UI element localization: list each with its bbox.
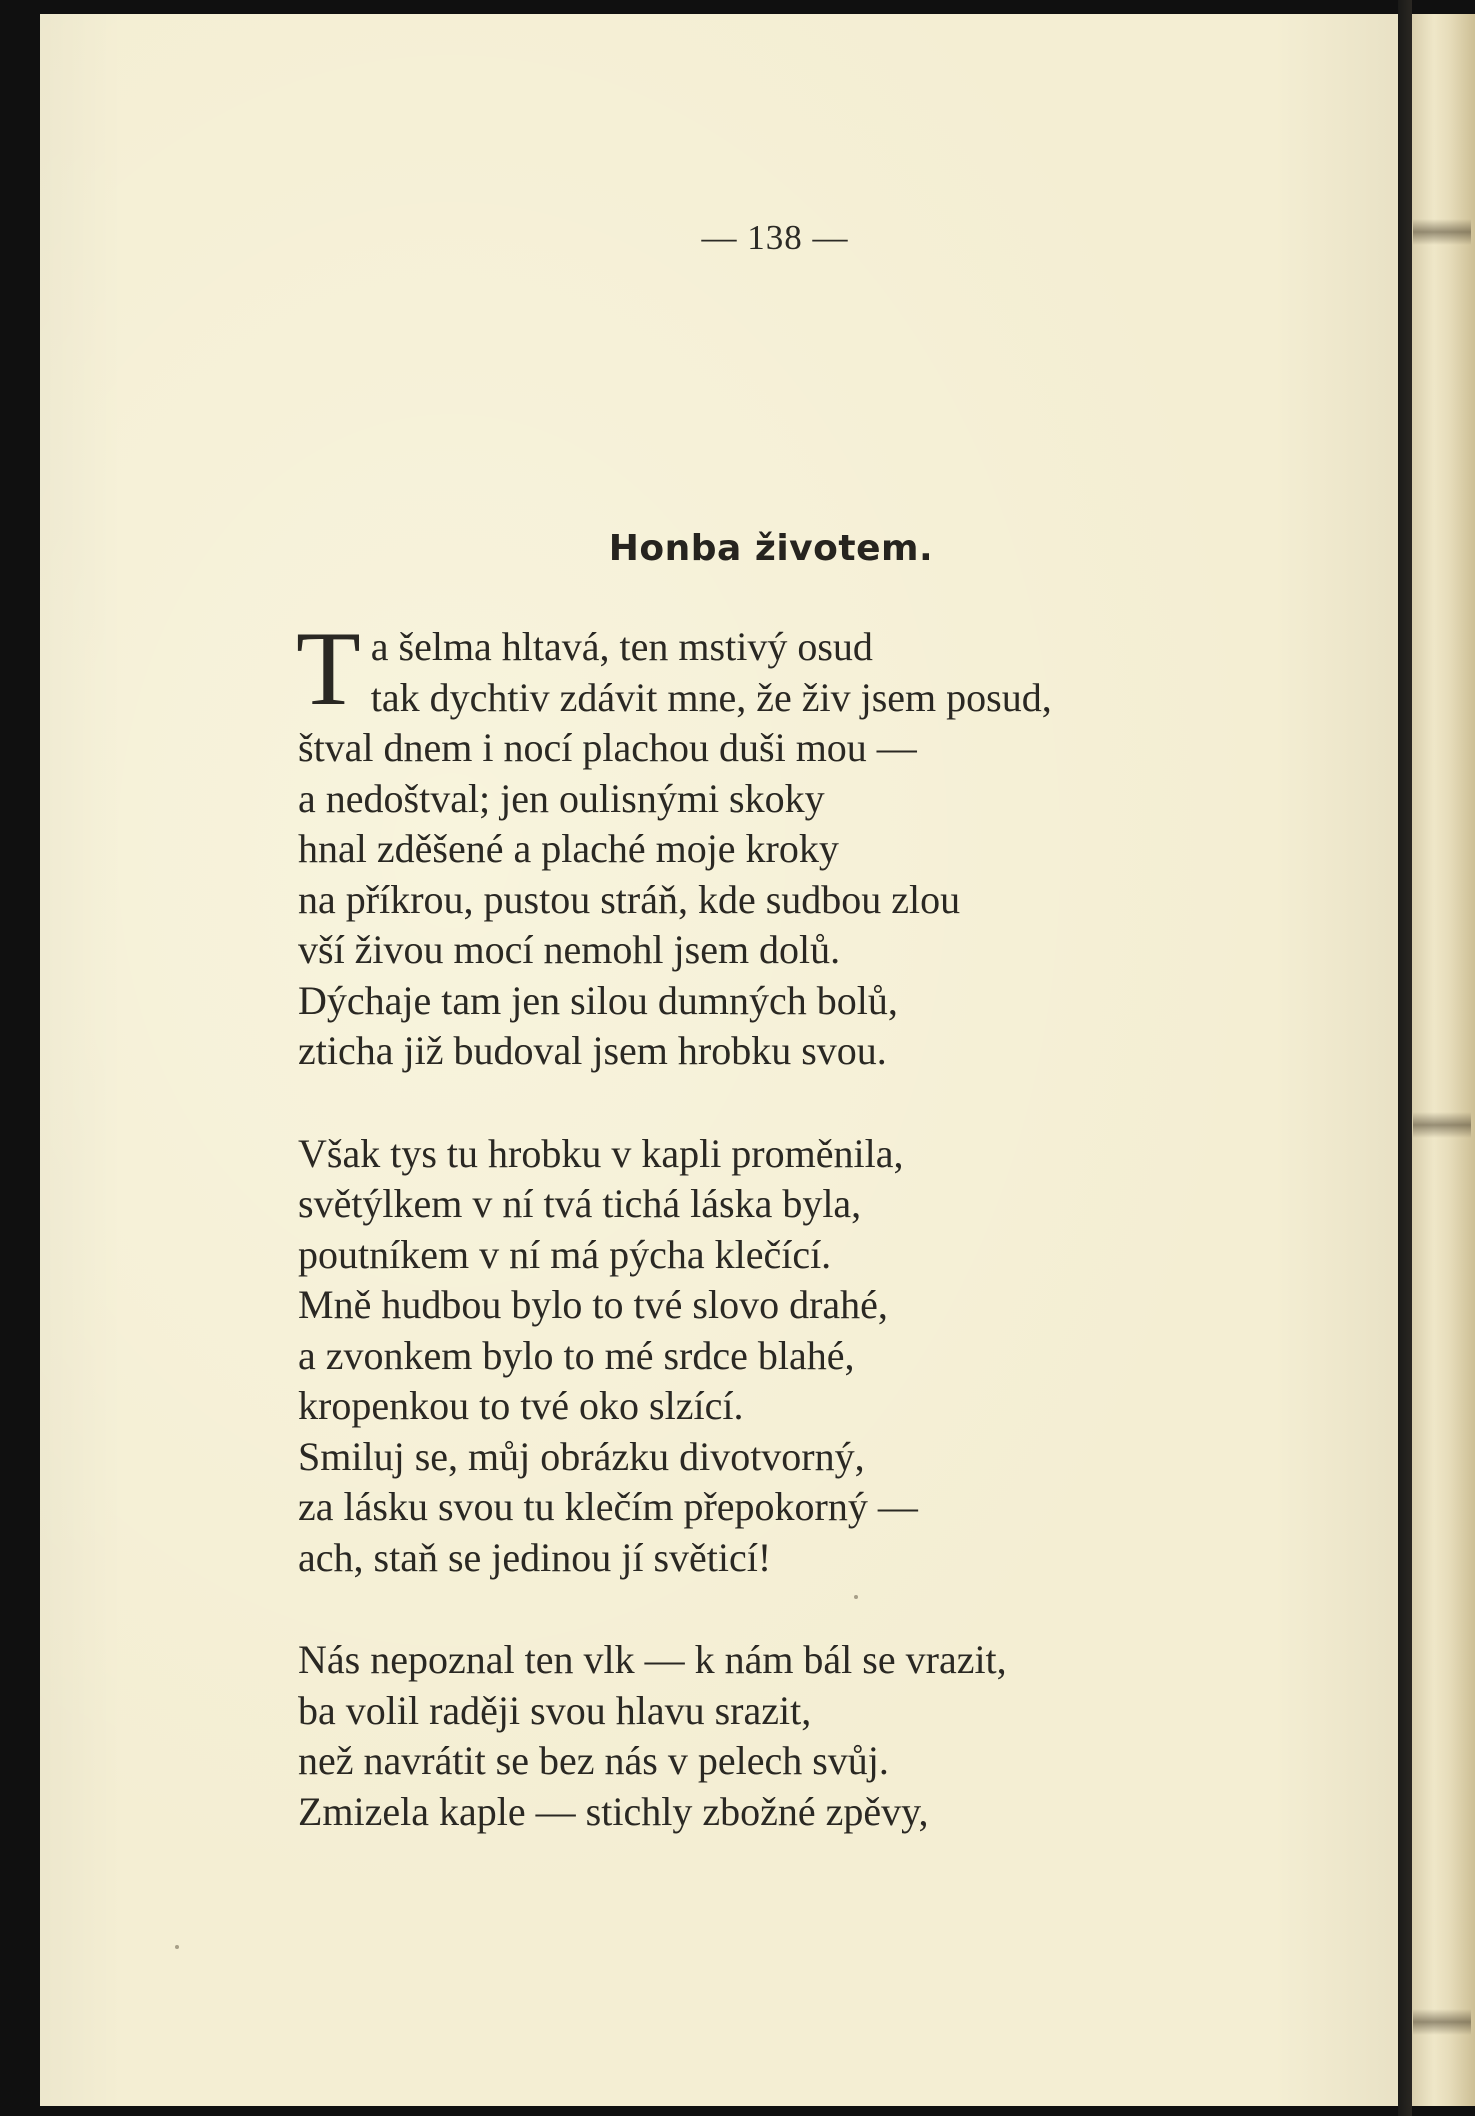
poem-line: Smiluj se, můj obrázku divotvorný, bbox=[298, 1433, 865, 1479]
stanza-2 bbox=[298, 1129, 1298, 1584]
poem-line: na příkrou, pustou stráň, kde sudbou zlou bbox=[298, 876, 961, 922]
poem-line: kropenkou to tvé oko slzící. bbox=[298, 1383, 744, 1428]
poem-body bbox=[296, 610, 1298, 1889]
poem-line: Mně hudbou bylo to tvé slovo drahé, bbox=[298, 1282, 888, 1327]
poem-line: vší živou mocí nemohl jsem dolů. bbox=[298, 927, 841, 972]
poem-line: než navrátit se bez nás v pelech svůj. bbox=[298, 1738, 889, 1783]
stanza-1 bbox=[296, 610, 1298, 1077]
poem-line: Zmizela kaple — stichly zbožné zpěvy, bbox=[298, 1788, 929, 1834]
poem-line: hnal zděšené a plaché moje kroky bbox=[298, 826, 839, 871]
page-number: — 138 — bbox=[701, 218, 849, 257]
paper-speck bbox=[175, 1945, 179, 1949]
adjacent-page-edge bbox=[1412, 14, 1475, 2106]
edge-stain bbox=[1413, 2009, 1471, 2035]
poem-line: a šelma hltavá, ten mstivý osud bbox=[370, 624, 873, 669]
poem-line: štval dnem i nocí plachou duši mou — bbox=[298, 725, 917, 770]
poem-line: tak dychtiv zdávit mne, že živ jsem posud, bbox=[370, 674, 1052, 720]
poem-line: Dýchaje tam jen silou dumných bolů, bbox=[298, 977, 898, 1023]
page-gutter-shadow bbox=[1398, 0, 1412, 2116]
poem-line: a nedoštval; jen oulisnými skoky bbox=[298, 775, 825, 821]
poem-line: zticha již budoval jsem hrobku svou. bbox=[298, 1028, 887, 1073]
poem-line: poutníkem v ní má pýcha klečící. bbox=[298, 1231, 832, 1277]
poem-line: Však tys tu hrobku v kapli proměnila, bbox=[298, 1130, 904, 1176]
poem-line: Nás nepoznal ten vlk — k nám bál se vrazit, bbox=[298, 1637, 1007, 1682]
poem-line: ba volil raději svou hlavu srazit, bbox=[298, 1687, 812, 1733]
poem-line: za lásku svou tu klečím přepokorný — bbox=[298, 1484, 918, 1529]
poem-title: Honba životem. bbox=[608, 528, 934, 569]
poem-line: ach, staň se jedinou jí světicí! bbox=[298, 1534, 772, 1580]
drop-cap-letter: T bbox=[296, 610, 361, 727]
edge-stain bbox=[1413, 1112, 1471, 1138]
poem-line: a zvonkem bylo to mé srdce blahé, bbox=[298, 1332, 855, 1378]
poem-line: světýlkem v ní tvá tichá láska byla, bbox=[298, 1181, 862, 1226]
stanza-3 bbox=[298, 1635, 1298, 1837]
